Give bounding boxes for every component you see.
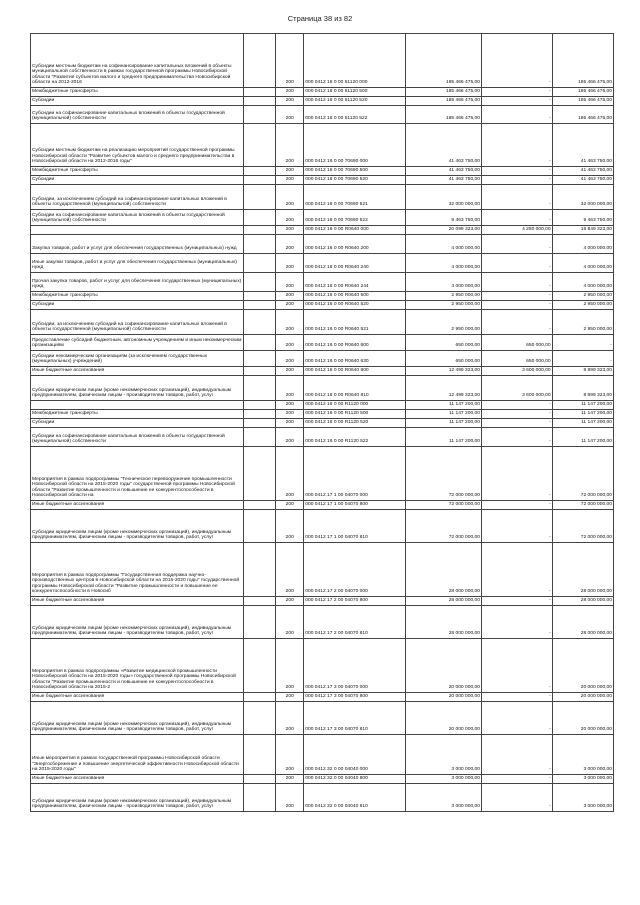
table-row (31, 185, 614, 210)
row-change-cell: - (481, 543, 552, 597)
row-total-cell: 8 899 323,00 (552, 367, 613, 376)
table-row (31, 210, 614, 226)
row-change-cell: - (481, 510, 552, 543)
row-admin-code-cell: 200 (276, 254, 304, 273)
row-change-cell: - (481, 606, 552, 639)
table-row (31, 335, 614, 351)
row-name-cell: Субсидии некоммерческим организациям (за исключением государственных (муниципальных) учреждений) (31, 351, 244, 367)
row-total-cell: 9 463 750,00 (552, 210, 613, 226)
row-amount-cell: 4 000 000,00 (406, 273, 482, 292)
row-amount-cell: 9 463 750,00 (406, 210, 482, 226)
row-spacer-cell (244, 501, 276, 510)
row-spacer-cell (244, 226, 276, 235)
row-spacer-cell (244, 410, 276, 419)
row-amount-cell: 20 000 000,00 (406, 639, 482, 693)
row-admin-code-cell: 200 (276, 447, 304, 501)
row-name-cell: Субсидии (31, 419, 244, 428)
row-total-cell: 28 000 000,00 (552, 543, 613, 597)
row-admin-code-cell: 200 (276, 301, 304, 310)
row-total-cell: 2 950 000,00 (552, 292, 613, 301)
row-admin-code-cell: 200 (276, 176, 304, 185)
row-amount-cell: 11 147 200,00 (406, 401, 482, 410)
row-admin-code-cell: 200 (276, 693, 304, 702)
row-change-cell: - (481, 106, 552, 124)
row-name-cell: Межбюджетные трансферты (31, 88, 244, 97)
row-classifier-cell: 000 0412 16 0 00 R1120 522 (304, 428, 406, 447)
row-total-cell: 3 000 000,00 (552, 784, 613, 812)
row-spacer-cell (244, 351, 276, 367)
row-name-cell: Иные мероприятия в рамках государственной программы Новосибирской области "Энергосбережение и повышение энергетической эффективности Новосибирской области на 2015-2020 годы" (31, 735, 244, 775)
row-spacer-cell (244, 34, 276, 88)
row-total-cell: 4 000 000,00 (552, 235, 613, 254)
row-classifier-cell: 000 0412 17 2 00 04070 000 (304, 543, 406, 597)
row-change-cell: - (481, 784, 552, 812)
row-spacer-cell (244, 301, 276, 310)
row-spacer-cell (244, 124, 276, 167)
row-classifier-cell: 000 0412 17 1 00 04070 000 (304, 447, 406, 501)
row-change-cell: - (481, 167, 552, 176)
row-name-cell: Субсидии, за исключением субсидий на софинансирование капитальных вложений в объекты государственной (муниципальной) собственности (31, 310, 244, 335)
row-classifier-cell: 000 0412 16 0 00 51120 522 (304, 106, 406, 124)
row-name-cell: Субсидии местным бюджетам на реализацию мероприятий государственной программы Новосибирской области "Развитие субъектов малого и среднего предпринимательства в Новосибирской области на 2012-2016 годы" (31, 124, 244, 167)
row-total-cell: 20 000 000,00 (552, 639, 613, 693)
row-spacer-cell (244, 367, 276, 376)
row-spacer-cell (244, 597, 276, 606)
row-admin-code-cell: 200 (276, 210, 304, 226)
table-row (31, 784, 614, 812)
row-change-cell: - (481, 34, 552, 88)
row-change-cell: - (481, 235, 552, 254)
row-total-cell: 72 000 000,00 (552, 510, 613, 543)
row-admin-code-cell: 200 (276, 410, 304, 419)
row-classifier-cell: 000 0412 32 0 00 04040 800 (304, 775, 406, 784)
row-change-cell: 4 250 000,00 (481, 226, 552, 235)
row-admin-code-cell: 200 (276, 702, 304, 735)
row-classifier-cell: 000 0412 17 2 00 04070 810 (304, 606, 406, 639)
row-total-cell: 32 000 000,00 (552, 185, 613, 210)
row-name-cell: Закупка товаров, работ и услуг для обеспечения государственных (муниципальных) нужд (31, 235, 244, 254)
row-change-cell: 3 600 000,00 (481, 367, 552, 376)
table-row (31, 254, 614, 273)
row-amount-cell: 41 463 750,00 (406, 167, 482, 176)
row-change-cell: - (481, 501, 552, 510)
row-admin-code-cell: 200 (276, 428, 304, 447)
row-admin-code-cell: 200 (276, 310, 304, 335)
row-amount-cell: 72 000 000,00 (406, 447, 482, 501)
row-change-cell: - (481, 301, 552, 310)
row-admin-code-cell: 200 (276, 106, 304, 124)
row-name-cell: Межбюджетные трансферты (31, 410, 244, 419)
row-total-cell: 2 950 000,00 (552, 301, 613, 310)
row-classifier-cell: 000 0412 16 0 00 R0640 521 (304, 310, 406, 335)
table-row (31, 88, 614, 97)
row-name-cell: Субсидии юридическим лицам (кроме некоммерческих организаций), индивидуальным предпринимателям, физическим лицам - производителям товаров, работ, услуг (31, 784, 244, 812)
row-amount-cell: 185 466 475,00 (406, 97, 482, 106)
row-spacer-cell (244, 254, 276, 273)
row-classifier-cell: 000 0412 16 0 00 R0640 600 (304, 335, 406, 351)
row-classifier-cell: 000 0412 16 0 00 R0640 520 (304, 301, 406, 310)
budget-table-body (31, 34, 614, 812)
row-amount-cell: 3 000 000,00 (406, 735, 482, 775)
table-row (31, 301, 614, 310)
row-spacer-cell (244, 735, 276, 775)
row-spacer-cell (244, 167, 276, 176)
row-admin-code-cell: 200 (276, 124, 304, 167)
row-classifier-cell: 000 0412 17 3 00 04070 800 (304, 693, 406, 702)
row-name-cell: Субсидии на софинансирование капитальных вложений в объекты государственной (муниципальной) собственности (31, 210, 244, 226)
row-change-cell: - (481, 210, 552, 226)
row-admin-code-cell: 200 (276, 88, 304, 97)
row-amount-cell: 4 000 000,00 (406, 235, 482, 254)
row-name-cell: Иные бюджетные ассигнования (31, 775, 244, 784)
row-total-cell: - (552, 351, 613, 367)
row-change-cell: 650 000,00 (481, 351, 552, 367)
row-total-cell: 28 000 000,00 (552, 606, 613, 639)
row-amount-cell: 650 000,00 (406, 351, 482, 367)
row-name-cell: Субсидии юридическим лицам (кроме некоммерческих организаций), индивидуальным предпринимателям, физическим лицам - производителям товаров, работ, услуг (31, 606, 244, 639)
row-name-cell: Субсидии (31, 301, 244, 310)
table-row (31, 775, 614, 784)
row-admin-code-cell: 200 (276, 419, 304, 428)
row-classifier-cell: 000 0412 16 0 00 R0640 240 (304, 254, 406, 273)
row-admin-code-cell: 200 (276, 292, 304, 301)
table-row (31, 176, 614, 185)
row-classifier-cell: 000 0412 16 0 00 70690 522 (304, 210, 406, 226)
row-spacer-cell (244, 97, 276, 106)
row-spacer-cell (244, 88, 276, 97)
row-total-cell: 28 000 000,00 (552, 597, 613, 606)
budget-table (30, 33, 614, 812)
row-classifier-cell: 000 0412 17 2 00 04070 800 (304, 597, 406, 606)
row-total-cell: 20 000 000,00 (552, 702, 613, 735)
row-name-cell: Иные бюджетные ассигнования (31, 693, 244, 702)
row-change-cell: 650 000,00 (481, 335, 552, 351)
row-name-cell: Прочая закупка товаров, работ и услуг для обеспечения государственных (муниципальных) нужд (31, 273, 244, 292)
row-total-cell: - (552, 335, 613, 351)
row-change-cell: - (481, 401, 552, 410)
row-change-cell: - (481, 88, 552, 97)
row-amount-cell: 20 000 000,00 (406, 702, 482, 735)
row-classifier-cell: 000 0412 16 0 00 R1120 520 (304, 419, 406, 428)
row-amount-cell: 11 147 200,00 (406, 410, 482, 419)
row-total-cell: 2 950 000,00 (552, 310, 613, 335)
row-classifier-cell: 000 0412 16 0 00 70690 520 (304, 176, 406, 185)
row-change-cell: - (481, 735, 552, 775)
row-change-cell: - (481, 597, 552, 606)
row-admin-code-cell: 200 (276, 367, 304, 376)
table-row (31, 97, 614, 106)
row-admin-code-cell: 200 (276, 639, 304, 693)
table-row (31, 428, 614, 447)
table-row (31, 419, 614, 428)
row-name-cell: Иные бюджетные ассигнования (31, 501, 244, 510)
row-spacer-cell (244, 273, 276, 292)
row-spacer-cell (244, 335, 276, 351)
row-change-cell: - (481, 310, 552, 335)
row-classifier-cell: 000 0412 17 3 00 04070 000 (304, 639, 406, 693)
row-name-cell: Субсидии, за исключением субсидий на софинансирование капитальных вложений в объекты государственной (муниципальной) собственности (31, 185, 244, 210)
row-classifier-cell: 000 0412 16 0 00 R1120 500 (304, 410, 406, 419)
row-total-cell: 4 000 000,00 (552, 273, 613, 292)
table-row (31, 501, 614, 510)
row-spacer-cell (244, 292, 276, 301)
row-classifier-cell: 000 0412 32 0 00 04040 810 (304, 784, 406, 812)
table-row (31, 606, 614, 639)
row-total-cell: 185 466 475,00 (552, 97, 613, 106)
row-amount-cell: 28 000 000,00 (406, 543, 482, 597)
row-name-cell: Иные бюджетные ассигнования (31, 597, 244, 606)
row-name-cell: Субсидии (31, 176, 244, 185)
row-spacer-cell (244, 106, 276, 124)
row-name-cell: Межбюджетные трансферты (31, 167, 244, 176)
row-change-cell: - (481, 273, 552, 292)
row-admin-code-cell: 200 (276, 401, 304, 410)
row-classifier-cell: 000 0412 16 0 00 R0640 630 (304, 351, 406, 367)
row-amount-cell: 4 000 000,00 (406, 254, 482, 273)
table-row (31, 693, 614, 702)
table-row (31, 292, 614, 301)
row-spacer-cell (244, 401, 276, 410)
row-amount-cell: 41 463 750,00 (406, 176, 482, 185)
row-spacer-cell (244, 510, 276, 543)
row-total-cell: 4 000 000,00 (552, 254, 613, 273)
row-spacer-cell (244, 185, 276, 210)
row-amount-cell: 12 499 323,00 (406, 367, 482, 376)
row-amount-cell: 20 099 323,00 (406, 226, 482, 235)
row-classifier-cell: 000 0412 17 1 00 04070 800 (304, 501, 406, 510)
row-total-cell: 41 463 750,00 (552, 124, 613, 167)
row-change-cell: - (481, 775, 552, 784)
row-admin-code-cell: 200 (276, 597, 304, 606)
row-amount-cell: 11 147 200,00 (406, 428, 482, 447)
row-change-cell: - (481, 292, 552, 301)
row-classifier-cell: 000 0412 16 0 00 51120 000 (304, 34, 406, 88)
row-spacer-cell (244, 428, 276, 447)
row-spacer-cell (244, 235, 276, 254)
row-name-cell: Иные бюджетные ассигнования (31, 367, 244, 376)
row-spacer-cell (244, 702, 276, 735)
row-spacer-cell (244, 376, 276, 401)
row-spacer-cell (244, 210, 276, 226)
row-total-cell: 41 463 750,00 (552, 167, 613, 176)
row-change-cell: - (481, 176, 552, 185)
row-admin-code-cell: 200 (276, 501, 304, 510)
table-row (31, 401, 614, 410)
row-amount-cell: 72 000 000,00 (406, 501, 482, 510)
row-classifier-cell: 000 0412 16 0 00 R0640 800 (304, 367, 406, 376)
row-total-cell: 20 000 000,00 (552, 693, 613, 702)
table-row (31, 273, 614, 292)
row-spacer-cell (244, 639, 276, 693)
table-row (31, 167, 614, 176)
row-spacer-cell (244, 784, 276, 812)
table-row (31, 597, 614, 606)
table-row (31, 410, 614, 419)
row-spacer-cell (244, 176, 276, 185)
row-name-cell: Субсидии юридическим лицам (кроме некоммерческих организаций), индивидуальным предпринимателям, физическим лицам - производителям товаров, работ, услуг (31, 510, 244, 543)
row-name-cell (31, 401, 244, 410)
table-row (31, 235, 614, 254)
row-classifier-cell: 000 0412 16 0 00 70690 521 (304, 185, 406, 210)
row-admin-code-cell: 200 (276, 226, 304, 235)
row-classifier-cell: 000 0412 16 0 00 R0640 000 (304, 226, 406, 235)
row-change-cell: - (481, 702, 552, 735)
row-admin-code-cell: 200 (276, 185, 304, 210)
row-admin-code-cell: 200 (276, 784, 304, 812)
table-row (31, 543, 614, 597)
row-amount-cell: 20 000 000,00 (406, 693, 482, 702)
row-total-cell: 3 000 000,00 (552, 735, 613, 775)
row-classifier-cell: 000 0412 16 0 00 51120 520 (304, 97, 406, 106)
row-admin-code-cell: 200 (276, 351, 304, 367)
row-classifier-cell: 000 0412 16 0 00 R0640 200 (304, 235, 406, 254)
table-row (31, 226, 614, 235)
row-amount-cell: 2 950 000,00 (406, 310, 482, 335)
row-amount-cell: 2 950 000,00 (406, 292, 482, 301)
row-total-cell: 11 147 200,00 (552, 419, 613, 428)
row-classifier-cell: 000 0412 16 0 00 70690 500 (304, 167, 406, 176)
row-amount-cell: 3 000 000,00 (406, 784, 482, 812)
row-admin-code-cell: 200 (276, 97, 304, 106)
row-admin-code-cell: 200 (276, 34, 304, 88)
row-spacer-cell (244, 693, 276, 702)
row-admin-code-cell: 200 (276, 735, 304, 775)
row-name-cell: Субсидии на софинансирование капитальных вложений в объекты государственной (муниципальной) собственности (31, 428, 244, 447)
row-classifier-cell: 000 0412 17 3 00 04070 810 (304, 702, 406, 735)
row-total-cell: 185 466 475,00 (552, 88, 613, 97)
row-name-cell: Мероприятия в рамках подпрограммы "Техническое перевооружение промышленности Новосибирской области на 2015-2020 годы" государственной программы Новосибирской области "Развитие промышленности и повышение ее конкурентоспособности в Новосибирской области на (31, 447, 244, 501)
row-admin-code-cell: 200 (276, 543, 304, 597)
row-classifier-cell: 000 0412 16 0 00 70690 000 (304, 124, 406, 167)
row-classifier-cell: 000 0412 16 0 00 R0640 500 (304, 292, 406, 301)
table-row (31, 310, 614, 335)
row-change-cell: - (481, 410, 552, 419)
row-amount-cell: 3 000 000,00 (406, 775, 482, 784)
row-amount-cell: 28 000 000,00 (406, 597, 482, 606)
row-change-cell: - (481, 254, 552, 273)
row-admin-code-cell: 200 (276, 606, 304, 639)
row-amount-cell: 28 000 000,00 (406, 606, 482, 639)
row-spacer-cell (244, 543, 276, 597)
row-change-cell: - (481, 124, 552, 167)
row-spacer-cell (244, 419, 276, 428)
row-admin-code-cell: 200 (276, 510, 304, 543)
row-name-cell: Предоставление субсидий бюджетным, автономным учреждениям и иным некоммерческим организациям (31, 335, 244, 351)
row-change-cell: - (481, 428, 552, 447)
row-spacer-cell (244, 447, 276, 501)
row-total-cell: 72 000 000,00 (552, 501, 613, 510)
row-total-cell: 185 466 475,00 (552, 34, 613, 88)
row-amount-cell: 650 000,00 (406, 335, 482, 351)
row-classifier-cell: 000 0412 16 0 00 51120 500 (304, 88, 406, 97)
row-total-cell: 72 000 000,00 (552, 447, 613, 501)
row-admin-code-cell: 200 (276, 376, 304, 401)
row-name-cell: Мероприятия в рамках подпрограммы «Развитие медицинской промышленности Новосибирской области на 2015-2020 годы» государственной программы Новосибирской области "Развитие промышленности и повышение ее конкурентоспособности в Новосибирской области на 2015-2 (31, 639, 244, 693)
row-amount-cell: 2 950 000,00 (406, 301, 482, 310)
row-total-cell: 11 147 200,00 (552, 428, 613, 447)
row-classifier-cell: 000 0412 16 0 00 R1120 000 (304, 401, 406, 410)
row-total-cell: 11 147 200,00 (552, 401, 613, 410)
table-row (31, 376, 614, 401)
table-row (31, 447, 614, 501)
row-classifier-cell: 000 0412 16 0 00 R0640 810 (304, 376, 406, 401)
row-name-cell: Субсидии местным бюджетам на софинансирование капитальных вложений в объекты муниципальной собственности в рамках государственной программы Новосибирской области "Развитие субъектов малого и среднего предпринимательства Новосибирской области на 2012-2016 (31, 34, 244, 88)
row-change-cell: - (481, 419, 552, 428)
row-name-cell: Субсидии юридическим лицам (кроме некоммерческих организаций), индивидуальным предпринимателям, физическим лицам - производителям товаров, работ, услуг (31, 376, 244, 401)
row-admin-code-cell: 200 (276, 167, 304, 176)
row-change-cell: - (481, 693, 552, 702)
row-classifier-cell: 000 0412 17 1 00 04070 810 (304, 510, 406, 543)
row-amount-cell: 185 466 475,00 (406, 106, 482, 124)
row-name-cell: Субсидии на софинансирование капитальных вложений в объекты государственной (муниципальной) собственности (31, 106, 244, 124)
row-change-cell: - (481, 185, 552, 210)
table-row (31, 351, 614, 367)
row-name-cell: Иные закупки товаров, работ и услуг для обеспечения государственных (муниципальных) нужд (31, 254, 244, 273)
row-admin-code-cell: 200 (276, 273, 304, 292)
row-change-cell: - (481, 447, 552, 501)
row-name-cell (31, 226, 244, 235)
page-header: Страница 38 из 82 (287, 14, 353, 23)
table-row (31, 124, 614, 167)
row-amount-cell: 11 147 200,00 (406, 419, 482, 428)
row-amount-cell: 185 466 475,00 (406, 34, 482, 88)
row-spacer-cell (244, 775, 276, 784)
row-total-cell: 15 849 323,00 (552, 226, 613, 235)
row-total-cell: 11 147 200,00 (552, 410, 613, 419)
row-change-cell: 3 600 000,00 (481, 376, 552, 401)
row-name-cell: Субсидии юридическим лицам (кроме некоммерческих организаций), индивидуальным предпринимателям, физическим лицам - производителям товаров, работ, услуг (31, 702, 244, 735)
row-name-cell: Мероприятия в рамках подпрограммы "Государственная поддержка научно-производственных центров в Новосибирской области на 2015-2020 годы" государственной программы Новосибирской области "Развитие промышленности и повышение ее конкурентоспособности в Новосиб (31, 543, 244, 597)
row-spacer-cell (244, 310, 276, 335)
row-classifier-cell: 000 0412 16 0 00 R0640 244 (304, 273, 406, 292)
row-amount-cell: 72 000 000,00 (406, 510, 482, 543)
row-name-cell: Межбюджетные трансферты (31, 292, 244, 301)
row-total-cell: 41 463 750,00 (552, 176, 613, 185)
table-row (31, 702, 614, 735)
row-amount-cell: 185 466 475,00 (406, 88, 482, 97)
row-total-cell: 8 899 323,00 (552, 376, 613, 401)
table-row (31, 639, 614, 693)
table-row (31, 34, 614, 88)
row-admin-code-cell: 200 (276, 335, 304, 351)
row-admin-code-cell: 200 (276, 775, 304, 784)
table-row (31, 510, 614, 543)
row-classifier-cell: 000 0412 32 0 00 04040 000 (304, 735, 406, 775)
table-row (31, 735, 614, 775)
row-change-cell: - (481, 97, 552, 106)
row-amount-cell: 32 000 000,00 (406, 185, 482, 210)
row-amount-cell: 12 499 323,00 (406, 376, 482, 401)
row-total-cell: 185 466 475,00 (552, 106, 613, 124)
row-total-cell: 3 000 000,00 (552, 775, 613, 784)
row-spacer-cell (244, 606, 276, 639)
table-row (31, 106, 614, 124)
row-admin-code-cell: 200 (276, 235, 304, 254)
row-amount-cell: 41 463 750,00 (406, 124, 482, 167)
row-name-cell: Субсидии (31, 97, 244, 106)
row-change-cell: - (481, 639, 552, 693)
table-row (31, 367, 614, 376)
